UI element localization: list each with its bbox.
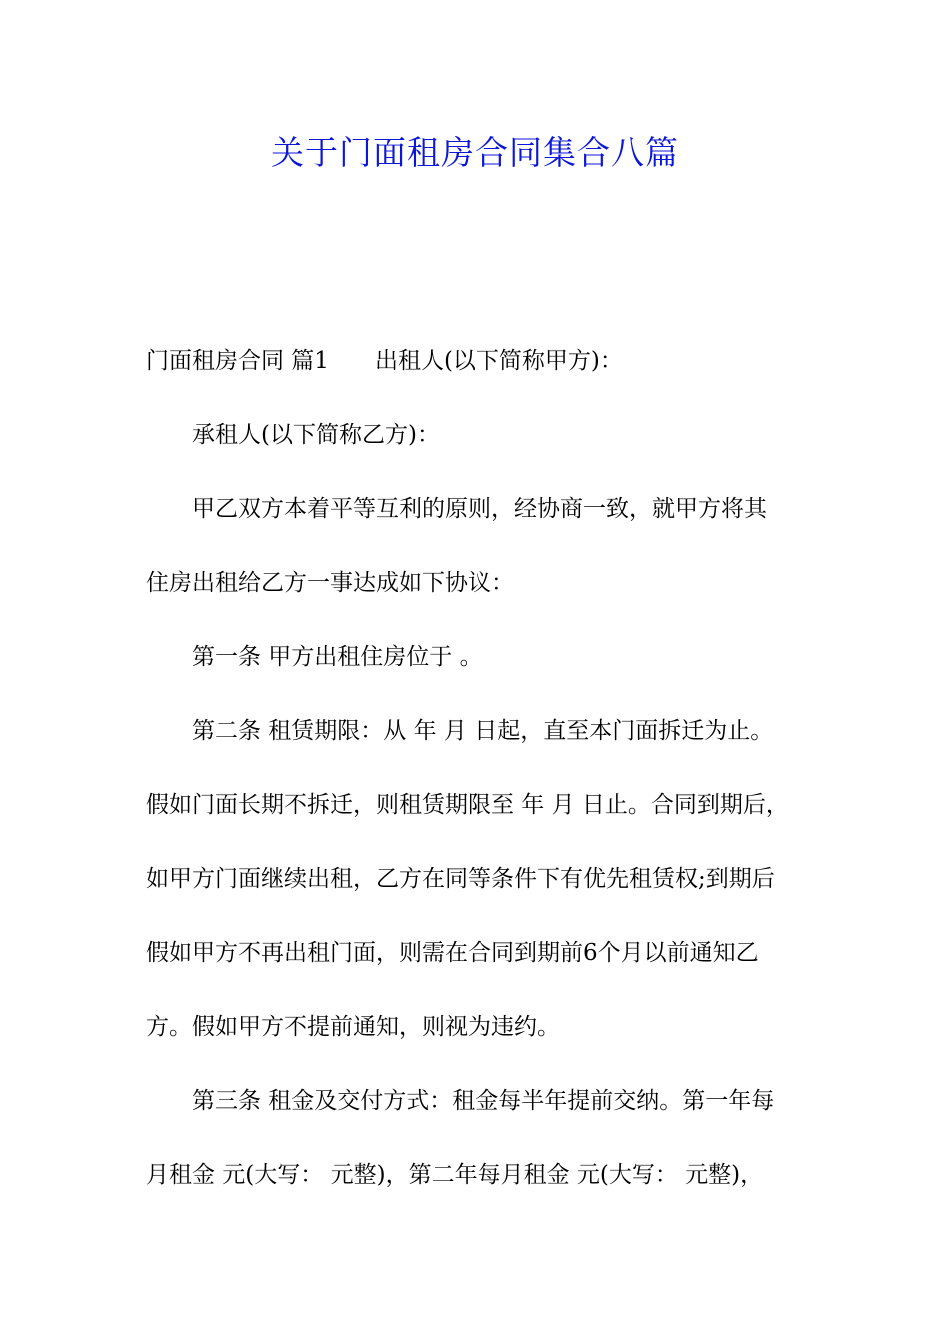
document-title: 关于门面租房合同集合八篇 — [271, 133, 679, 172]
paragraph-line: 甲乙双方本着平等互利的原则，经协商一致，就甲方将其 — [192, 496, 767, 522]
paragraph-line: 住房出租给乙方一事达成如下协议： — [146, 570, 514, 596]
paragraph-line: 第二条 租赁期限：从 年 月 日起，直至本门面拆迁为止。 — [192, 718, 774, 744]
paragraph-line: 月租金 元(大写： 元整)，第二年每月租金 元(大写： 元整)， — [146, 1162, 764, 1188]
paragraph-line: 假如甲方不再出租门面，则需在合同到期前6个月以前通知乙 — [146, 940, 759, 966]
paragraph-line: 方。假如甲方不提前通知，则视为违约。 — [146, 1014, 560, 1040]
paragraph-line: 如甲方门面继续出租，乙方在同等条件下有优先租赁权;到期后 — [146, 866, 775, 892]
section-heading: 门面租房合同 篇1 — [146, 348, 329, 374]
paragraph-line: 第一条 甲方出租住房位于 。 — [192, 644, 483, 670]
paragraph-line: 第三条 租金及交付方式：租金每半年提前交纳。第一年每 — [192, 1088, 775, 1114]
lessor-label: 出租人(以下简称甲方)： — [374, 348, 623, 374]
document-body — [146, 334, 816, 1222]
paragraph-line — [146, 334, 816, 388]
paragraph-line: 假如门面长期不拆迁，则租赁期限至 年 月 日止。合同到期后， — [146, 792, 789, 818]
paragraph-line: 承租人(以下简称乙方)： — [192, 422, 440, 448]
